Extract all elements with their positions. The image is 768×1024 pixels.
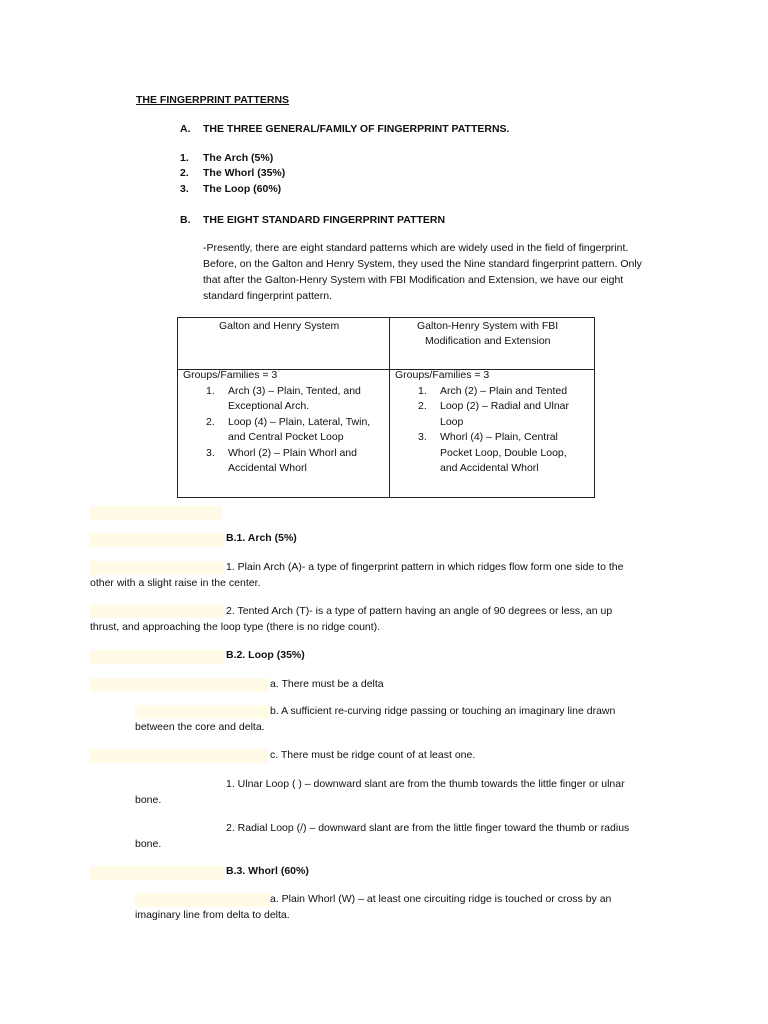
section-b-heading: THE EIGHT STANDARD FINGERPRINT PATTERN xyxy=(203,214,446,226)
section-b-marker: B. xyxy=(180,214,191,226)
highlight-band xyxy=(90,866,225,880)
table-item-number: 1. xyxy=(206,385,215,397)
highlight-band xyxy=(90,604,225,618)
list-item: The Whorl (35%) xyxy=(203,167,286,179)
subsection-heading: B.1. Arch (5%) xyxy=(226,532,297,544)
intro-line: Before, on the Galton and Henry System, they used the Nine standard fingerprint pattern. Only xyxy=(203,258,642,270)
list-item-number: 2. xyxy=(180,167,189,179)
table-item: Whorl (4) – Plain, Central xyxy=(440,431,558,443)
highlight-band xyxy=(90,533,225,547)
list-item: The Arch (5%) xyxy=(203,152,274,164)
paragraph-line: 2. Radial Loop (/) – downward slant are from the little finger toward the thumb or radius xyxy=(226,822,630,834)
intro-line: -Presently, there are eight standard patterns which are widely used in the field of fingerprint. xyxy=(203,242,629,254)
paragraph-line: bone. xyxy=(135,794,162,806)
section-a-heading: THE THREE GENERAL/FAMILY OF FINGERPRINT PATTERNS. xyxy=(203,123,510,135)
list-item-number: 1. xyxy=(180,152,189,164)
table-item-number: 3. xyxy=(418,431,427,443)
paragraph-line: a. Plain Whorl (W) – at least one circuiting ridge is touched or cross by an xyxy=(270,893,612,905)
column-divider xyxy=(389,318,390,497)
paragraph-line: 1. Plain Arch (A)- a type of fingerprint pattern in which ridges flow form one side to the xyxy=(226,561,624,573)
comparison-table xyxy=(177,317,595,498)
groups-count: Groups/Families = 3 xyxy=(395,369,490,381)
intro-line: that after the Galton-Henry System with FBI Modification and Extension, we have our eight xyxy=(203,274,624,286)
paragraph-line: 1. Ulnar Loop ( ) – downward slant are from the thumb towards the little finger or ulnar xyxy=(226,778,625,790)
paragraph-line: bone. xyxy=(135,838,162,850)
table-item: Arch (2) – Plain and Tented xyxy=(440,385,568,397)
table-item-number: 3. xyxy=(206,447,215,459)
table-item: Accidental Whorl xyxy=(228,462,307,474)
subsection-heading: B.2. Loop (35%) xyxy=(226,649,305,661)
groups-count: Groups/Families = 3 xyxy=(183,369,278,381)
table-item: Arch (3) – Plain, Tented, and xyxy=(228,385,361,397)
paragraph-line: imaginary line from delta to delta. xyxy=(135,909,290,921)
section-a-marker: A. xyxy=(180,123,191,135)
highlight-band xyxy=(90,650,225,664)
table-item-number: 2. xyxy=(418,400,427,412)
highlight-band xyxy=(90,749,268,763)
paragraph-line: between the core and delta. xyxy=(135,721,265,733)
table-item: Loop xyxy=(440,416,464,428)
table-item: and Central Pocket Loop xyxy=(228,431,344,443)
highlight-band xyxy=(90,678,268,692)
paragraph-line: c. There must be ridge count of at least one. xyxy=(270,749,476,761)
table-item: and Accidental Whorl xyxy=(440,462,539,474)
table-header-left: Galton and Henry System xyxy=(219,320,340,332)
document-title: THE FINGERPRINT PATTERNS xyxy=(136,94,290,106)
intro-line: standard fingerprint pattern. xyxy=(203,290,332,302)
paragraph-line: b. A sufficient re-curving ridge passing or touching an imaginary line drawn xyxy=(270,705,616,717)
paragraph-line: thrust, and approaching the loop type (there is no ridge count). xyxy=(90,621,381,633)
highlight-band xyxy=(135,893,270,907)
table-header-right: Modification and Extension xyxy=(425,335,551,347)
paragraph-line: a. There must be a delta xyxy=(270,678,384,690)
table-item: Loop (4) – Plain, Lateral, Twin, xyxy=(228,416,371,428)
paragraph-line: 2. Tented Arch (T)- is a type of pattern having an angle of 90 degrees or less, an up xyxy=(226,605,613,617)
table-item-number: 2. xyxy=(206,416,215,428)
table-item: Exceptional Arch. xyxy=(228,400,310,412)
highlight-band xyxy=(135,705,270,719)
table-item: Whorl (2) – Plain Whorl and xyxy=(228,447,357,459)
highlight-band xyxy=(90,561,225,575)
list-item: The Loop (60%) xyxy=(203,183,282,195)
highlight-band xyxy=(90,506,222,520)
paragraph-line: other with a slight raise in the center. xyxy=(90,577,261,589)
list-item-number: 3. xyxy=(180,183,189,195)
table-item: Loop (2) – Radial and Ulnar xyxy=(440,400,569,412)
subsection-heading: B.3. Whorl (60%) xyxy=(226,865,309,877)
table-header-right: Galton-Henry System with FBI xyxy=(417,320,559,332)
table-item: Pocket Loop, Double Loop, xyxy=(440,447,567,459)
table-item-number: 1. xyxy=(418,385,427,397)
